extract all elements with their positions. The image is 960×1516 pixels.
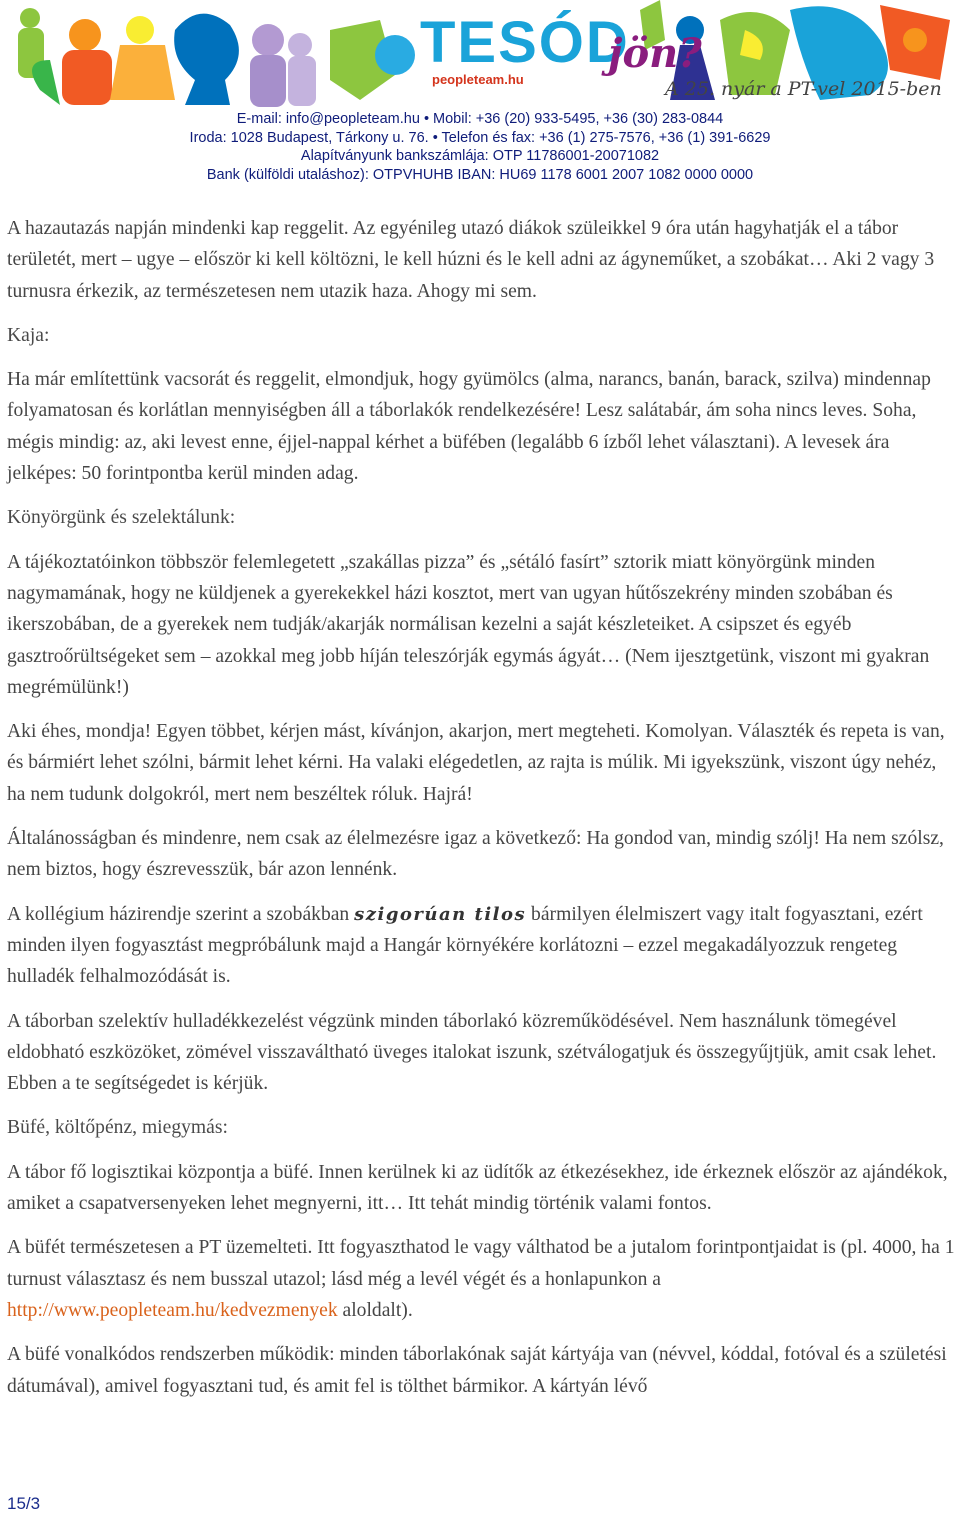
- banner-tagline: A 25. nyár a PT-vel 2015-ben: [665, 78, 942, 100]
- children-silhouettes-left: [18, 8, 415, 107]
- paragraph-bufe-card: A büfé vonalkódos rendszerben működik: minden táborlakónak saját kártyája van (névvel, kóddal, fotóval és a születési dátumával), amivel fogyasztani tud, és amit fel is tölthet bármikor. A kártyán lévő: [7, 1344, 947, 1397]
- heading-bufe: Büfé, költőpénz, miegymás:: [7, 1117, 228, 1139]
- header-banner: [0, 0, 960, 185]
- logo-site: peopleteam.hu: [432, 72, 524, 87]
- paragraph-speak-up: Általánosságban és mindenre, nem csak az élelmezésre igaz a következő: Ha gondod van, mindig szólj! Ha nem szólsz, nem biztos, hogy észrevesszük, bár azon lennénk.: [7, 828, 944, 881]
- paragraph-kaja: Ha már említettünk vacsorát és reggelit, elmondjuk, hogy gyümölcs (alma, narancs, banán, barack, szilva) mindennap folyamatosan és korlátlan mennyiségben áll a táborlakók rendelkezésére! Lesz salátabár, ám soha nincs leves. Soha, mégis mindig: az, aki levest enne, éjjel-nappal kérhet a büfében (legalább 6 ízből lehet választani). A levesek ára jelképes: 50 forintpontba kerül minden adag.: [7, 369, 931, 485]
- page-number: 15/3: [7, 1494, 41, 1513]
- heading-kaja: Kaja:: [7, 324, 50, 346]
- contact-office-phone: Iroda: 1028 Budapest, Tárkony u. 76. • Telefon és fax: +36 (1) 275-7576, +36 (1) 391-6629: [189, 129, 771, 146]
- house-rules-text-a: A kollégium házirendje szerint a szobákban: [7, 903, 355, 925]
- paragraph-departure: A hazautazás napján mindenki kap reggelit. Az egyénileg utazó diákok szüleikkel 9 óra után hagyhatják el a tábor területét, mert – ugye – először ki kell költözni, le kell húzni és le kell adni az ágyneműket, a szobákat… Aki 2 vagy 3 turnusra érkezik, az természetesen nem utazik haza. Ahogy mi sem.: [7, 218, 935, 302]
- contact-block: [0, 110, 960, 184]
- paragraph-recycling: A táborban szelektív hulladékkezelést végzünk minden táborlakó közreműködésével. Nem használunk tömegével eldobható eszközöket, zömével visszaváltható üveges italokat iszunk, szétválogatjuk és összegyűjtjük, amit csak lehet. Ebben a te segítségedet is kérjük.: [7, 1010, 937, 1095]
- paragraph-bufe-points: [7, 1232, 957, 1326]
- paragraph-house-rules: [7, 899, 957, 993]
- paragraph-hungry: Aki éhes, mondja! Egyen többet, kérjen mást, kívánjon, akarjon, mert megteheti. Komolyan. Választék és repeta is van, és bármiért lehet szólni, bármit lehet kérni. Ha valaki elégedetlen, az rajta is múlik. Mi igyekszünk, viszont úgy nehéz, ha nem tudunk dolgokról, mert nem beszéltek róluk. Hajrá!: [7, 721, 945, 805]
- paragraph-home-food: A tájékoztatóinkon többször felemlegetett „szakállas pizza” és „sétáló fasírt” sztorik miatt könyörgünk minden nagymamának, hogy ne küldjenek a gyerekekkel házi kosztot, mert van ugyan hűtőszekrény minden szobában és ikerszobában, de a gyerekek nem tudják/akarják normálisan kezelni a saját készleteiket. A csipszet és egyéb gasztroőrültségeket sem – azokkal meg jobb híján teleszórják egymás ágyát… (Nem ijesztgetünk, viszont mi gyakran megrémülünk!): [7, 551, 930, 698]
- document-body: [7, 213, 957, 1415]
- logo-text: TESÓD: [420, 10, 630, 75]
- contact-email-mobile: E-mail: info@peopleteam.hu • Mobil: +36 (20) 933-5495, +36 (30) 283-0844: [236, 111, 724, 127]
- discounts-link[interactable]: http://www.peopleteam.hu/kedvezmenyek: [7, 1299, 338, 1321]
- bufe-points-text-b: aloldalt).: [337, 1299, 413, 1321]
- contact-iban: Bank (külföldi utaláshoz): OTPVHUHB IBAN: HU69 1178 6001 2007 1082 0000 0000: [206, 166, 754, 183]
- paragraph-bufe-center: A tábor fő logisztikai központja a büfé. Innen kerülnek ki az üdítők az étkezésekhez, ide érkeznek először az ajándékok, amiket a csapatversenyeken lehet megnyerni, itt… Itt tehát mindig történik valami fontos.: [7, 1161, 948, 1215]
- house-rules-text-b: bármilyen élelmiszert vagy italt fogyasztani, ezért minden ilyen fogyasztást megpróbálunk majd a Hangár környékére korlátozni – ezzel megakadályozzuk rengeteg hulladék felhalmozódását is.: [7, 903, 923, 988]
- strictly-forbidden-emphasis: szigorúan tilos: [354, 903, 527, 925]
- bufe-points-text-a: A büfét természetesen a PT üzemelteti. Itt fogyaszthatod le vagy válthatod be a jutalom forintpontjaidat is (pl. 4000, ha 1 turnust választasz és nem busszal utazol; lásd még a levél végét és a honlapunkon a: [7, 1237, 955, 1290]
- logo-suffix: jön?: [608, 30, 702, 77]
- contact-bank-account: Alapítványunk bankszámlája: OTP 11786001-20071082: [300, 148, 660, 165]
- heading-konyorgunk: Könyörgünk és szelektálunk:: [7, 507, 236, 529]
